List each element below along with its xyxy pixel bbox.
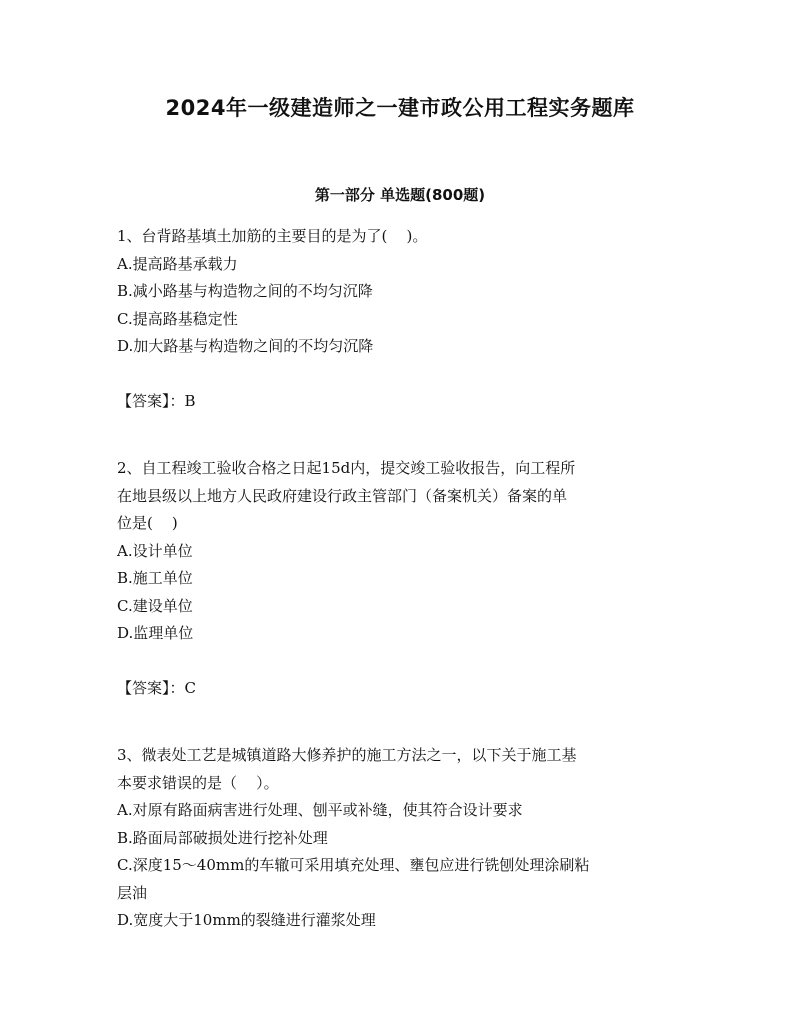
question-stem-line: 2、自工程竣工验收合格之日起15d内，提交竣工验收报告，向工程所 (117, 459, 576, 477)
question-stem-line: 本要求错误的是（ ）。 (117, 773, 279, 792)
option-a: A.对原有路面病害进行处理、刨平或补缝，使其符合设计要求 (117, 801, 523, 819)
option-d: D.加大路基与构造物之间的不均匀沉降 (117, 337, 374, 355)
section-title: 第一部分 单选题(800题) (314, 186, 486, 204)
option-c: C.深度15～40mm的车辙可采用填充处理、壅包应进行铣刨处理涂刷粘 层油 (117, 856, 590, 902)
option-b: B.施工单位 (117, 569, 193, 587)
question-stem-line: 1、台背路基填土加筋的主要目的是为了( )。 (117, 227, 428, 245)
option-c: C.建设单位 (117, 596, 193, 615)
question-stem-line: 在地县级以上地方人民政府建设行政主管部门（备案机关）备案的单 (117, 486, 568, 505)
option-b: B.减小路基与构造物之间的不均匀沉降 (117, 282, 373, 300)
question-2 (117, 455, 687, 702)
option-c: C.提高路基稳定性 (117, 309, 238, 328)
option-b: B.路面局部破损处进行挖补处理 (117, 828, 328, 847)
option-a: A.提高路基承载力 (117, 254, 238, 273)
answer-line: 【答案】：C (117, 678, 196, 697)
question-1 (117, 223, 687, 415)
option-d: D.宽度大于10mm的裂缝进行灌浆处理 (117, 911, 376, 929)
option-a: A.设计单位 (117, 541, 193, 560)
question-list (117, 223, 687, 935)
page-title: 2024年一级建造师之一建市政公用工程实务题库 (165, 96, 635, 120)
question-stem-line: 3、微表处工艺是城镇道路大修养护的施工方法之一，以下关于施工基 (117, 746, 577, 764)
question-stem-line: 位是( ) (117, 514, 178, 532)
answer-line: 【答案】：B (117, 391, 196, 410)
option-d: D.监理单位 (117, 624, 194, 642)
question-3 (117, 742, 687, 935)
